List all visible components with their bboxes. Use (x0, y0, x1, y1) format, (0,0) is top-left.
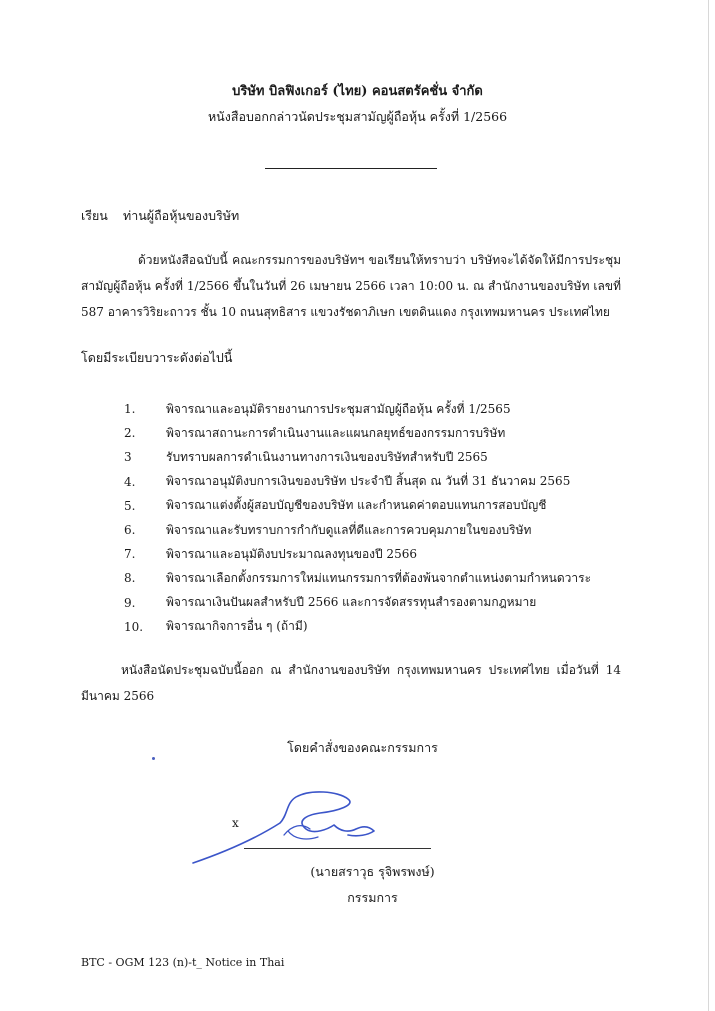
notice-title: หนังสือบอกกล่าวนัดประชุมสามัญผู้ถือหุ้น ครั้งที่ 1/2566 (207, 109, 508, 124)
agenda-text: พิจารณาอนุมัติงบการเงินของบริษัท ประจำปี สิ้นสุด ณ วันที่ 31 ธันวาคม 2565 (166, 474, 571, 489)
agenda-item (124, 591, 591, 615)
signer-title: กรรมการ (347, 890, 398, 905)
agenda-item (124, 542, 591, 566)
agenda-text: พิจารณาและอนุมัติรายงานการประชุมสามัญผู้ถือหุ้น ครั้งที่ 1/2565 (166, 401, 511, 416)
agenda-number: 6. (124, 523, 136, 538)
signer-name: (นายสราวุธ รุจิพรพงษ์) (310, 864, 435, 879)
page-edge (708, 0, 709, 1011)
agenda-text: พิจารณาเงินปันผลสำหรับปี 2566 และการจัดสรรทุนสำรองตามกฎหมาย (166, 595, 537, 610)
document-header (0, 82, 715, 127)
company-name: บริษัท บิลฟิงเกอร์ (ไทย) คอนสตรัคชั่น จำกัด (232, 84, 483, 99)
agenda-item (124, 518, 591, 542)
agenda-item (124, 445, 591, 469)
salutation-label: เรียน (81, 208, 108, 223)
board-order: โดยคำสั่งของคณะกรรมการ (287, 740, 438, 755)
agenda-number: 9. (124, 595, 136, 610)
header-divider (265, 168, 437, 169)
handwritten-signature (188, 785, 398, 870)
agenda-number: 7. (124, 547, 136, 562)
signature-flourish (284, 826, 318, 839)
agenda-text: พิจารณาและรับทราบการกำกับดูแลที่ดีและการควบคุมภายในของบริษัท (166, 522, 532, 537)
agenda-text: พิจารณาและอนุมัติงบประมาณลงทุนของปี 2566 (166, 546, 417, 561)
agenda-item (124, 494, 591, 518)
agenda-text: พิจารณาสถานะการดำเนินงานและแผนกลยุทธ์ของกรรมการบริษัท (166, 425, 506, 440)
agenda-number: 5. (124, 498, 136, 513)
agenda-lead: โดยมีระเบียบวาระดังต่อไปนี้ (81, 350, 233, 365)
signature-stroke (193, 792, 374, 863)
agenda-item (124, 566, 591, 590)
agenda-number: 3 (124, 450, 132, 465)
agenda-item (124, 615, 591, 639)
intro-paragraph: ด้วยหนังสือฉบับนี้ คณะกรรมการของบริษัทฯ ขอเรียนให้ทราบว่า บริษัทจะได้จัดให้มีการประชุมสามัญผู้ถือหุ้น ครั้งที่ 1/2566 ขึ้นในวันที่ 26 เมษายน 2566 เวลา 10:00 น. ณ สำนักงานของบริษัท เลขที่ 587 อาคารวิริยะถาวร ชั้น 10 ถนนสุทธิสาร แขวงรัชดาภิเษก เขตดินแดง กรุงเทพมหานคร ประเทศไทย (81, 253, 621, 319)
agenda-number: 4. (124, 474, 136, 489)
agenda-number: 10. (124, 619, 144, 634)
salutation-recipient: ท่านผู้ถือหุ้นของบริษัท (122, 208, 240, 223)
document-code: BTC - OGM 123 (n)-t_ Notice in Thai (81, 956, 285, 969)
closing-paragraph: หนังสือนัดประชุมฉบับนี้ออก ณ สำนักงานของบริษัท กรุงเทพมหานคร ประเทศไทย เมื่อวันที่ 14 มีนาคม 2566 (81, 663, 621, 703)
agenda-number: 8. (124, 571, 136, 586)
agenda-item (124, 470, 591, 494)
signature-mark: x (232, 816, 239, 830)
agenda-item (124, 421, 591, 445)
agenda-text: พิจารณาแต่งตั้งผู้สอบบัญชีของบริษัท และกำหนดค่าตอบแทนการสอบบัญชี (166, 498, 547, 513)
agenda-text: พิจารณาเลือกตั้งกรรมการใหม่แทนกรรมการที่ต้องพ้นจากตำแหน่งตามกำหนดวาระ (166, 570, 592, 585)
agenda-item (124, 397, 591, 421)
agenda-text: รับทราบผลการดำเนินงานทางการเงินของบริษัทสำหรับปี 2565 (166, 449, 488, 464)
agenda-number: 2. (124, 426, 136, 441)
agenda-list (124, 397, 591, 639)
ink-dot (152, 757, 155, 760)
agenda-text: พิจารณากิจการอื่น ๆ (ถ้ามี) (166, 619, 308, 634)
salutation (81, 206, 239, 226)
agenda-number: 1. (124, 402, 136, 417)
